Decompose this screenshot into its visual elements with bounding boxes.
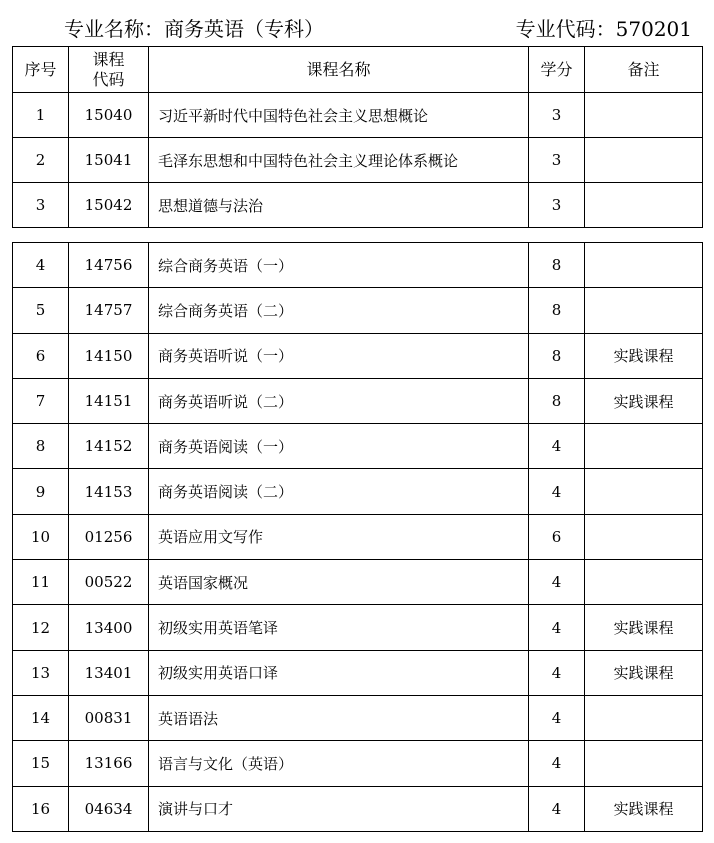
- cell-seq: 2: [13, 138, 69, 183]
- cell-code: 01256: [69, 514, 149, 559]
- major-code: 专业代码：570201: [515, 17, 692, 41]
- col-header-code-line2: 代码: [92, 69, 125, 89]
- cell-code: 14756: [69, 243, 149, 288]
- cell-seq: 8: [13, 424, 69, 469]
- cell-seq: 11: [13, 560, 69, 605]
- cell-name: 综合商务英语（二）: [149, 288, 529, 333]
- cell-code: 04634: [69, 786, 149, 831]
- cell-credits: 4: [529, 424, 585, 469]
- cell-credits: 8: [529, 243, 585, 288]
- cell-seq: 9: [13, 469, 69, 514]
- cell-credits: 4: [529, 695, 585, 740]
- cell-credits: 3: [529, 138, 585, 183]
- table-row: [13, 183, 703, 228]
- col-header-remarks: 备注: [585, 47, 703, 93]
- cell-remarks: [585, 288, 703, 333]
- cell-remarks: 实践课程: [585, 333, 703, 378]
- cell-credits: 4: [529, 786, 585, 831]
- cell-credits: 3: [529, 183, 585, 228]
- cell-code: 15040: [69, 93, 149, 138]
- cell-code: 14152: [69, 424, 149, 469]
- table-row: [13, 93, 703, 138]
- cell-name: 演讲与口才: [149, 786, 529, 831]
- cell-code: 13400: [69, 605, 149, 650]
- cell-code: 00831: [69, 695, 149, 740]
- cell-seq: 5: [13, 288, 69, 333]
- table-row: [13, 469, 703, 514]
- table-row: [13, 605, 703, 650]
- cell-code: 15042: [69, 183, 149, 228]
- cell-code: 14150: [69, 333, 149, 378]
- cell-seq: 14: [13, 695, 69, 740]
- table-row: [13, 243, 703, 288]
- cell-name: 英语语法: [149, 695, 529, 740]
- cell-seq: 12: [13, 605, 69, 650]
- table-row: [13, 378, 703, 423]
- cell-remarks: 实践课程: [585, 786, 703, 831]
- cell-remarks: [585, 560, 703, 605]
- table-row: [13, 560, 703, 605]
- table-row: [13, 333, 703, 378]
- table-row: [13, 288, 703, 333]
- cell-credits: 4: [529, 650, 585, 695]
- table-row: [13, 695, 703, 740]
- col-header-credits: 学分: [529, 47, 585, 93]
- cell-name: 毛泽东思想和中国特色社会主义理论体系概论: [149, 138, 529, 183]
- col-header-seq: 序号: [13, 47, 69, 93]
- cell-seq: 3: [13, 183, 69, 228]
- cell-remarks: [585, 424, 703, 469]
- cell-name: 商务英语听说（二）: [149, 378, 529, 423]
- col-header-code-line1: 课程: [92, 49, 125, 69]
- cell-credits: 8: [529, 288, 585, 333]
- cell-code: 14151: [69, 378, 149, 423]
- cell-seq: 15: [13, 741, 69, 786]
- cell-remarks: [585, 93, 703, 138]
- cell-name: 语言与文化（英语）: [149, 741, 529, 786]
- cell-remarks: [585, 469, 703, 514]
- cell-name: 商务英语听说（一）: [149, 333, 529, 378]
- page-header: [0, 14, 714, 44]
- cell-name: 综合商务英语（一）: [149, 243, 529, 288]
- cell-credits: 8: [529, 333, 585, 378]
- course-table-public: [12, 46, 703, 228]
- cell-remarks: [585, 138, 703, 183]
- cell-code: 15041: [69, 138, 149, 183]
- table-header-row: [13, 47, 703, 93]
- table-row: [13, 786, 703, 831]
- course-table-major: [12, 242, 703, 832]
- cell-code: 14757: [69, 288, 149, 333]
- cell-seq: 10: [13, 514, 69, 559]
- cell-remarks: [585, 514, 703, 559]
- cell-credits: 4: [529, 741, 585, 786]
- cell-name: 商务英语阅读（一）: [149, 424, 529, 469]
- cell-code: 00522: [69, 560, 149, 605]
- cell-name: 初级实用英语口译: [149, 650, 529, 695]
- cell-name: 商务英语阅读（二）: [149, 469, 529, 514]
- cell-seq: 1: [13, 93, 69, 138]
- cell-name: 习近平新时代中国特色社会主义思想概论: [149, 93, 529, 138]
- cell-remarks: 实践课程: [585, 378, 703, 423]
- cell-remarks: 实践课程: [585, 605, 703, 650]
- cell-name: 初级实用英语笔译: [149, 605, 529, 650]
- major-name: 专业名称：商务英语（专科）: [64, 17, 324, 41]
- cell-seq: 7: [13, 378, 69, 423]
- cell-credits: 8: [529, 378, 585, 423]
- table-row: [13, 138, 703, 183]
- cell-seq: 13: [13, 650, 69, 695]
- cell-code: 13401: [69, 650, 149, 695]
- cell-credits: 4: [529, 605, 585, 650]
- cell-remarks: [585, 695, 703, 740]
- cell-credits: 3: [529, 93, 585, 138]
- cell-remarks: 实践课程: [585, 650, 703, 695]
- cell-credits: 6: [529, 514, 585, 559]
- cell-name: 英语应用文写作: [149, 514, 529, 559]
- cell-credits: 4: [529, 469, 585, 514]
- cell-seq: 16: [13, 786, 69, 831]
- table-row: [13, 741, 703, 786]
- cell-remarks: [585, 183, 703, 228]
- cell-remarks: [585, 243, 703, 288]
- cell-seq: 4: [13, 243, 69, 288]
- table-row: [13, 650, 703, 695]
- cell-name: 英语国家概况: [149, 560, 529, 605]
- cell-name: 思想道德与法治: [149, 183, 529, 228]
- col-header-code: [69, 47, 149, 93]
- cell-code: 14153: [69, 469, 149, 514]
- cell-credits: 4: [529, 560, 585, 605]
- cell-remarks: [585, 741, 703, 786]
- table-row: [13, 424, 703, 469]
- col-header-name: 课程名称: [149, 47, 529, 93]
- cell-code: 13166: [69, 741, 149, 786]
- table-row: [13, 514, 703, 559]
- cell-seq: 6: [13, 333, 69, 378]
